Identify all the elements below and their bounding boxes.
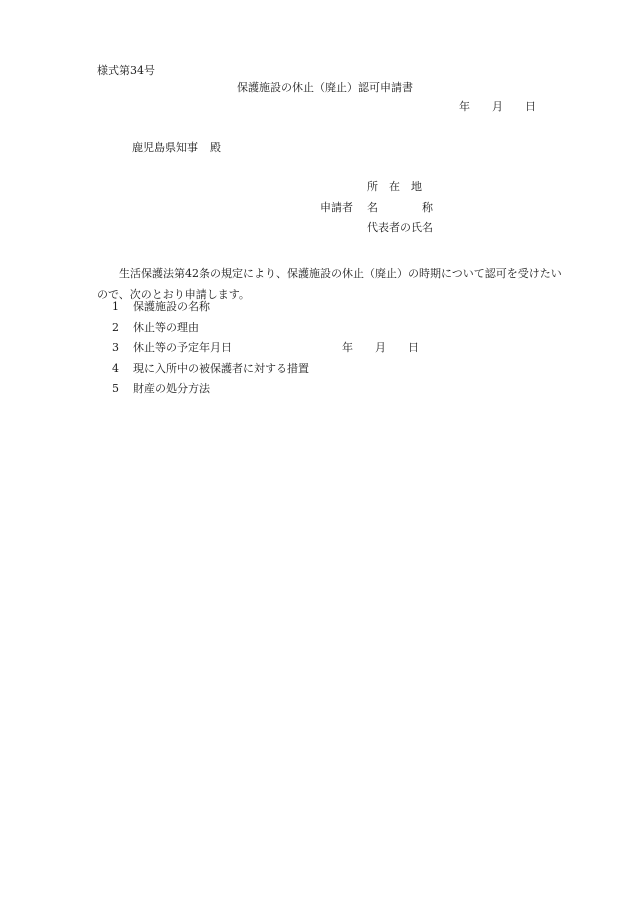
applicant-representative-label: 代表者の氏名 (367, 221, 433, 234)
item-number: 4 (112, 362, 119, 375)
item-scheduled-date (342, 342, 419, 353)
application-date (459, 101, 536, 112)
list-item (112, 383, 210, 394)
date-day-label: 日 (525, 100, 536, 113)
list-item (112, 363, 309, 374)
list-item (112, 301, 210, 312)
item-text: 現に入所中の被保護者に対する措置 (133, 362, 309, 375)
applicant-name-row (320, 202, 433, 213)
item-text: 財産の処分方法 (133, 382, 210, 395)
date-year-label: 年 (459, 100, 470, 113)
document-title: 保護施設の休止（廃止）認可申請書 (237, 81, 413, 94)
addressee (132, 142, 221, 153)
addressee-name: 鹿児島県知事 (132, 141, 198, 154)
item-text: 休止等の理由 (133, 321, 199, 334)
item-date-month-label: 月 (375, 341, 386, 354)
body-paragraph: 生活保護法第42条の規定により、保護施設の休止（廃止）の時期について認可を受けたいので、次のとおり申請します。 (97, 267, 562, 301)
item-number: 5 (112, 382, 119, 395)
form-number: 様式第34号 (97, 64, 155, 77)
applicant-address-label: 所 在 地 (367, 180, 422, 193)
list-item (112, 322, 199, 333)
date-month-label: 月 (492, 100, 503, 113)
item-date-day-label: 日 (408, 341, 419, 354)
item-date-year-label: 年 (342, 341, 353, 354)
item-text: 休止等の予定年月日 (133, 341, 232, 354)
applicant-name-label: 名 称 (367, 201, 433, 214)
list-item (112, 342, 432, 353)
item-number: 1 (112, 300, 119, 313)
item-number: 3 (112, 341, 119, 354)
applicant-label: 申請者 (320, 201, 353, 214)
item-number: 2 (112, 321, 119, 334)
item-text: 保護施設の名称 (133, 300, 210, 313)
addressee-honorific: 殿 (210, 141, 221, 154)
